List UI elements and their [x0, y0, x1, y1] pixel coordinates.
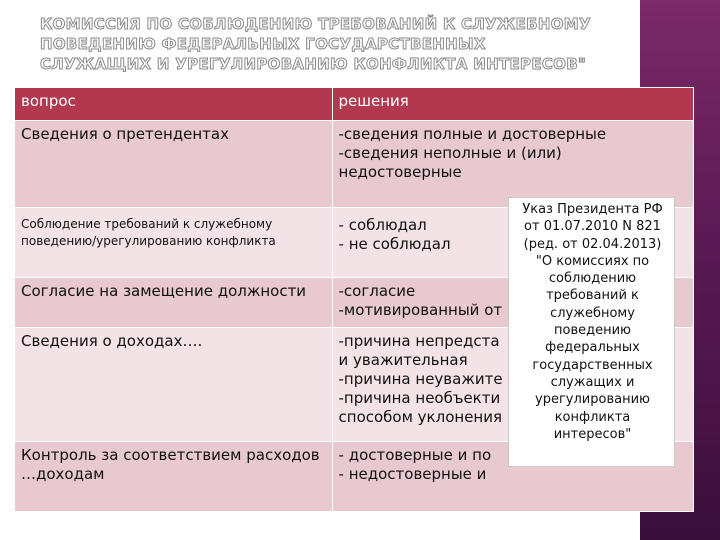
question-cell [15, 278, 333, 328]
slide-title: КОМИССИЯ ПО СОБЛЮДЕНИЮ ТРЕБОВАНИЙ К СЛУЖЕБНОМУ ПОВЕДЕНИЮ ФЕДЕРАЛЬНЫХ ГОСУДАРСТВЕННЫХ СЛУЖАЩИХ И УРЕГУЛИРОВАНИЮ КОНФЛИКТА ИНТЕРЕСОВ" [40, 15, 591, 73]
decision-cell [332, 121, 693, 208]
question-text: Сведения о претендентах [21, 125, 229, 143]
question-text: Согласие на замещение должности [21, 282, 307, 300]
question-text: Сведения о доходах…. [21, 332, 203, 350]
decision-text: -согласие -мотивированный от [338, 282, 503, 319]
decision-text: -сведения полные и достоверные -сведения неполные и (или) недостоверные [338, 125, 607, 181]
decision-text: -причина непредста и уважительная -причина неуважите -причина необъекти способом уклонения [338, 332, 503, 426]
question-cell [15, 328, 333, 442]
table-header-row [15, 88, 694, 121]
question-cell [15, 208, 333, 278]
question-text: Контроль за соответствием расходов …доходам [21, 446, 320, 483]
question-cell [15, 442, 333, 512]
header-question: вопрос [15, 88, 333, 121]
decree-callout: Указ Президента РФ от 01.07.2010 N 821 (ред. от 02.04.2013) "О комиссиях по соблюдению требований к служебному поведению федеральных государственных служащих и урегулированию конфликта интересов" [508, 197, 675, 467]
decision-text: - достоверные и по - недостоверные и [338, 446, 492, 483]
question-cell [15, 121, 333, 208]
table-row [15, 121, 694, 208]
decision-text: - соблюдал - не соблюдал [338, 216, 451, 253]
question-text: Соблюдение требований к служебному поведению/урегулированию конфликта [21, 217, 276, 248]
header-decision: решения [332, 88, 693, 121]
